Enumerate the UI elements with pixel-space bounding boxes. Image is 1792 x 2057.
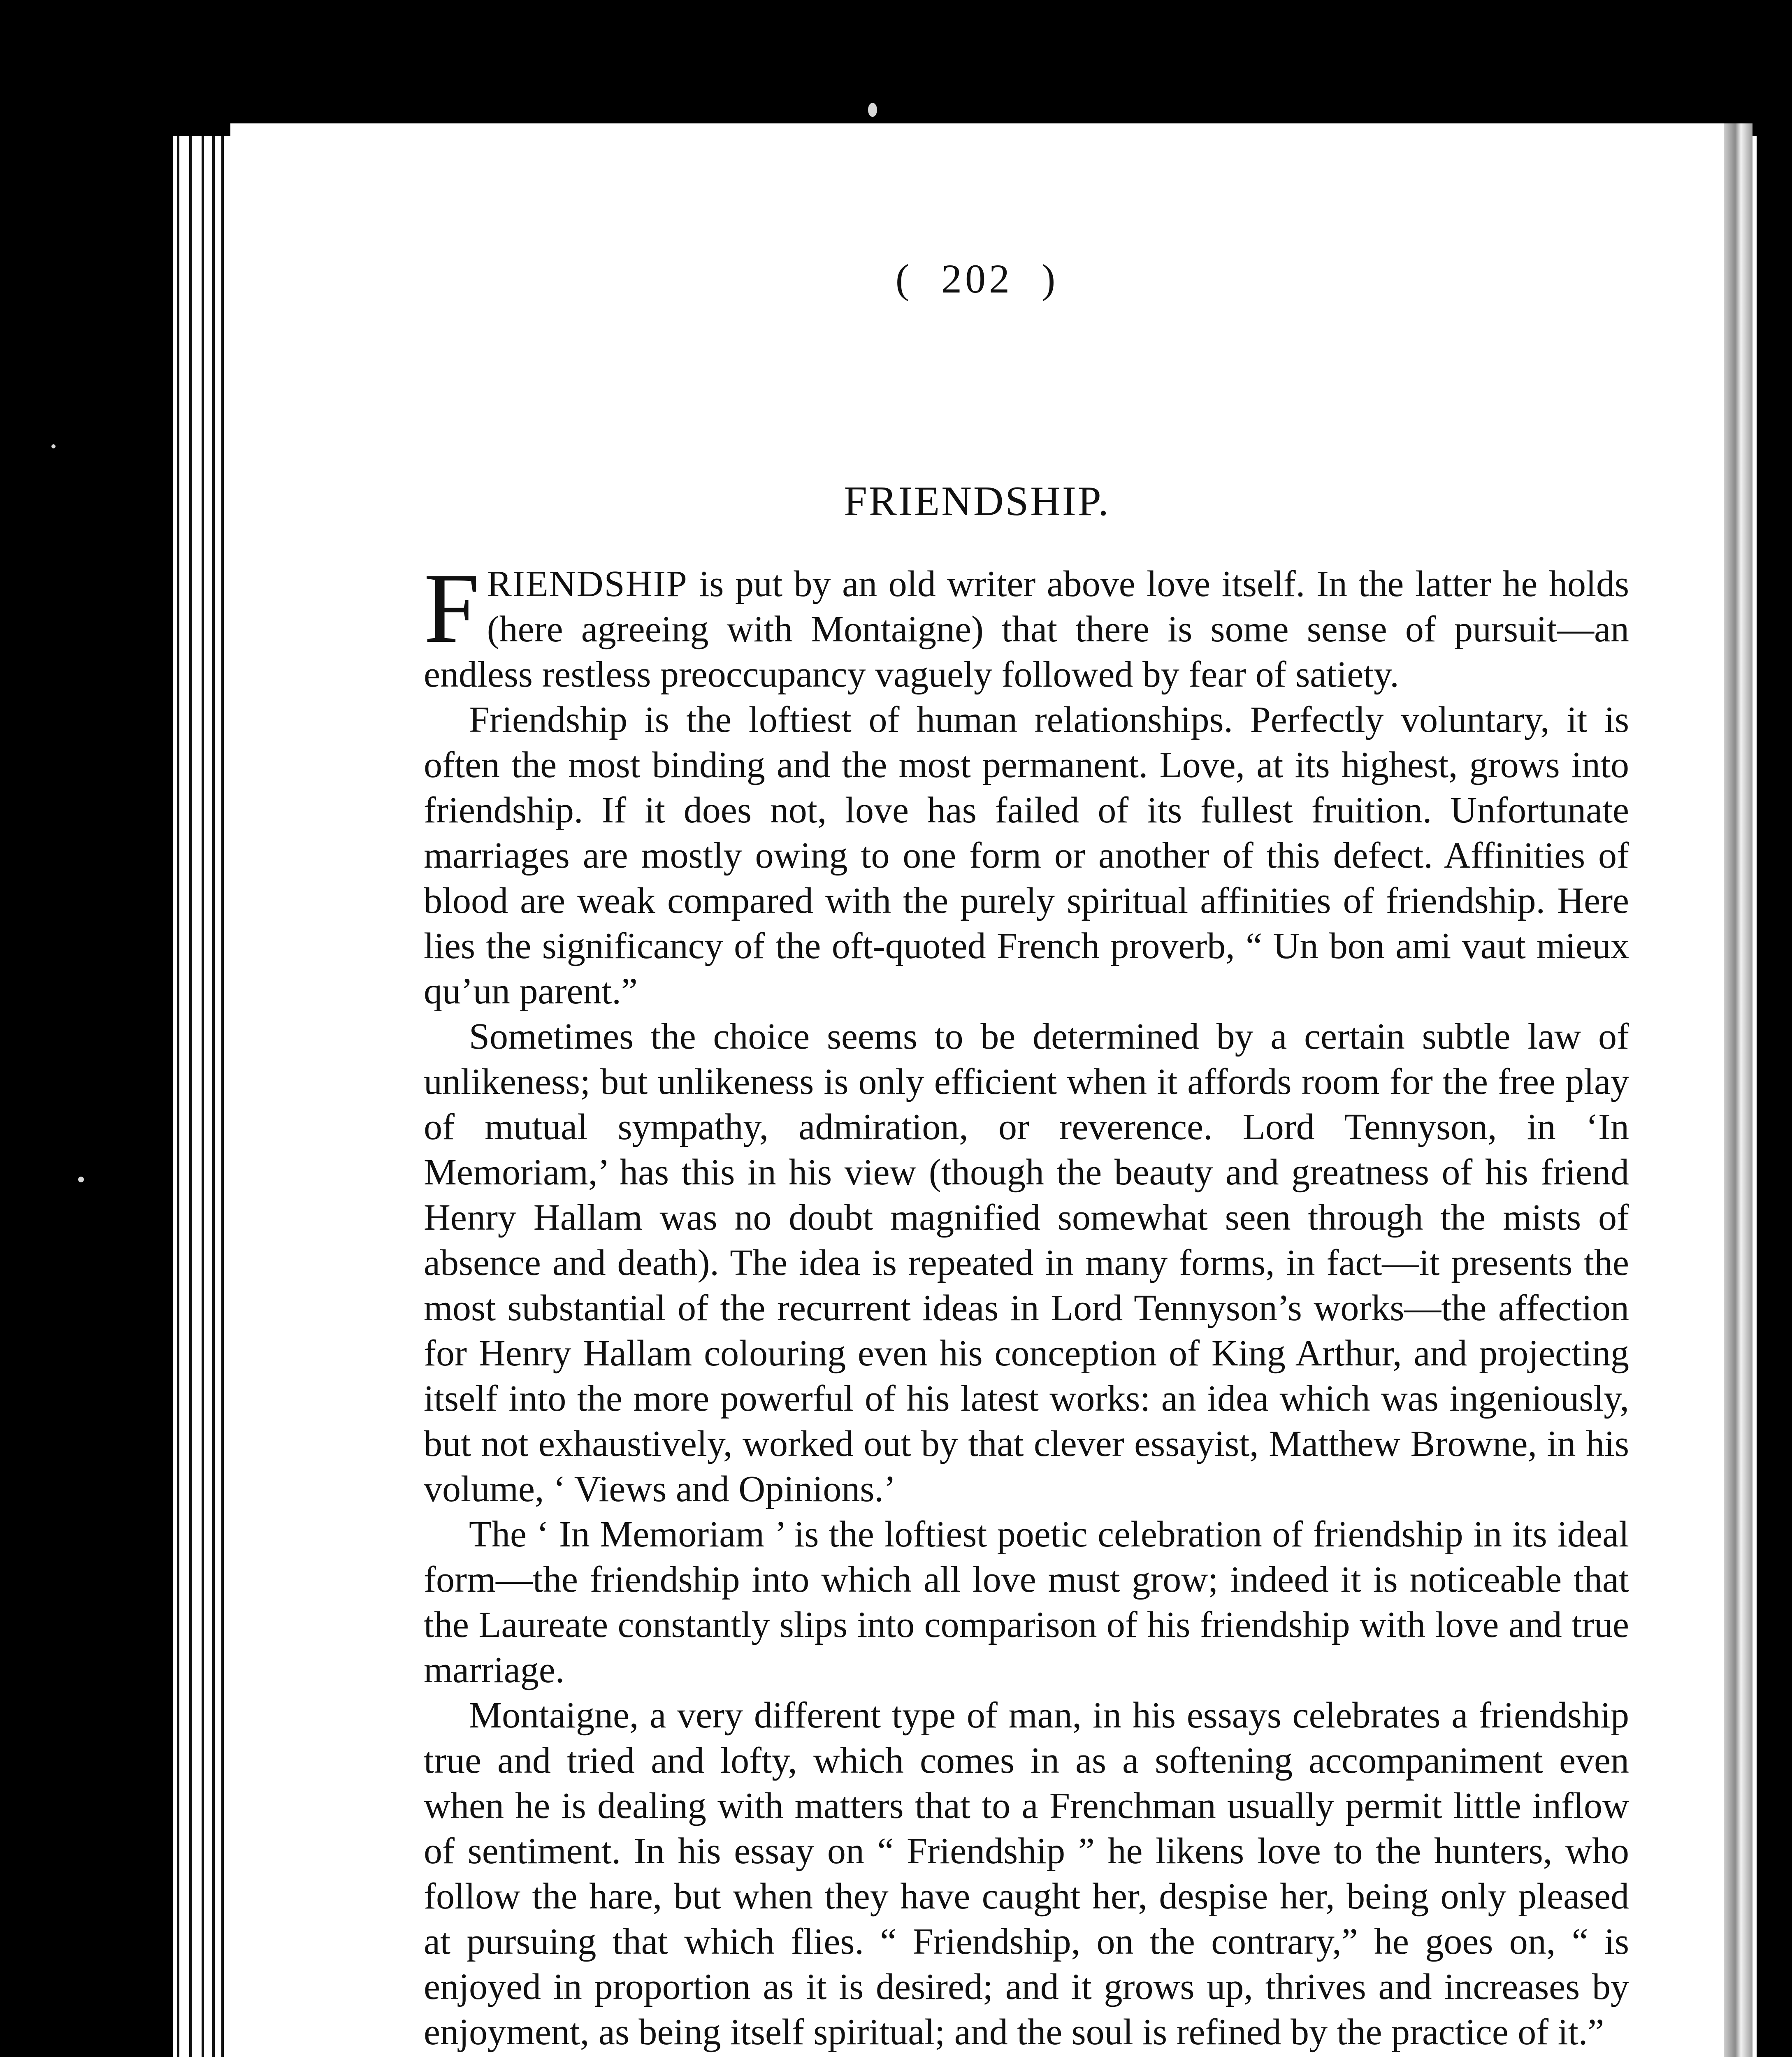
paragraph-2: Friendship is the loftiest of human relationships. Perfectly voluntary, it is often the most binding and the most permanent. Love, at its highest, grows into friendship. If it does not, love has failed of its fullest fruition. Unfortunate marriages are mostly owing to one form or another of this defect. Affinities of blood are weak compared with the purely spiritual affinities of friendship. Here lies the significancy of the oft-quoted French proverb, “ Un bon ami vaut mieux qu’un parent.”: [424, 699, 1629, 1012]
scan-speck: [78, 1177, 84, 1182]
paragraph-1-text: is put by an old writer above love itself. In the latter he holds (here agreeing with Montaigne) that there is some sense of pursuit—an endless restless preoccupancy vaguely followed by fear of satiety.: [424, 564, 1629, 695]
article-body: [424, 553, 1629, 2057]
scan-speck: [868, 103, 877, 117]
page-right-edge-shadow: [1724, 123, 1753, 2057]
page-edge-line: [189, 136, 192, 2057]
page-edge-line: [202, 136, 204, 2057]
book-page: [230, 123, 1724, 2057]
page-edge-line: [177, 136, 179, 2057]
page-number-close-paren: ): [1042, 256, 1059, 302]
paragraph-1: [424, 553, 1629, 697]
drop-cap-word-rest: RIENDSHIP: [487, 564, 688, 604]
paragraph-3: Sometimes the choice seems to be determined by a certain subtle law of unlikeness; but unlikeness is only efficient when it affords room for the free play of mutual sympathy, admiration, or reverence. Lord Tennyson, in ‘In Memoriam,’ has this in his view (though the beauty and greatness of his friend Henry Hallam was no doubt magnified somewhat seen through the mists of absence and death). The idea is repeated in many forms, in fact—it presents the most substantial of the recurrent ideas in Lord Tennyson’s works—the affection for Henry Hallam colouring even his conception of King Arthur, and projecting itself into the more powerful of his latest works: an idea which was ingeniously, but not exhaustively, worked out by that clever essayist, Matthew Browne, in his volume, ‘ Views and Opinions.’: [424, 1016, 1629, 1509]
chapter-title: FRIENDSHIP.: [844, 478, 1110, 525]
page-edge-line: [221, 136, 224, 2057]
page-number-open-paren: (: [895, 256, 912, 302]
paragraph-6: [424, 2055, 1629, 2057]
drop-cap: F: [424, 553, 480, 664]
scan-speck: [51, 444, 56, 448]
paragraph-5: Montaigne, a very different type of man, in his essays celebrates a friendship true and tried and lofty, which comes in as a softening accompaniment even when he is dealing with matters that to a Frenchman usually permit little inflow of sentiment. In his essay on “ Friendship ” he likens love to the hunters, who follow the hare, but when they have caught her, despise her, being only pleased at pursuing that which flies. “ Friendship, on the contrary,” he goes on, “ is enjoyed in proportion as it is desired; and it grows up, thrives and increases by enjoyment, as being itself spiritual; and the soul is refined by the practice of it.”: [424, 1695, 1629, 2052]
page-edge-line: [212, 136, 215, 2057]
page-number: [230, 255, 1724, 302]
paragraph-4: The ‘ In Memoriam ’ is the loftiest poetic celebration of friendship in its ideal form—the friendship into which all love must grow; indeed it is noticeable that the Laureate constantly slips into comparison of his friendship with love and true marriage.: [424, 1514, 1629, 1690]
page-number-value: 202: [941, 256, 1013, 302]
